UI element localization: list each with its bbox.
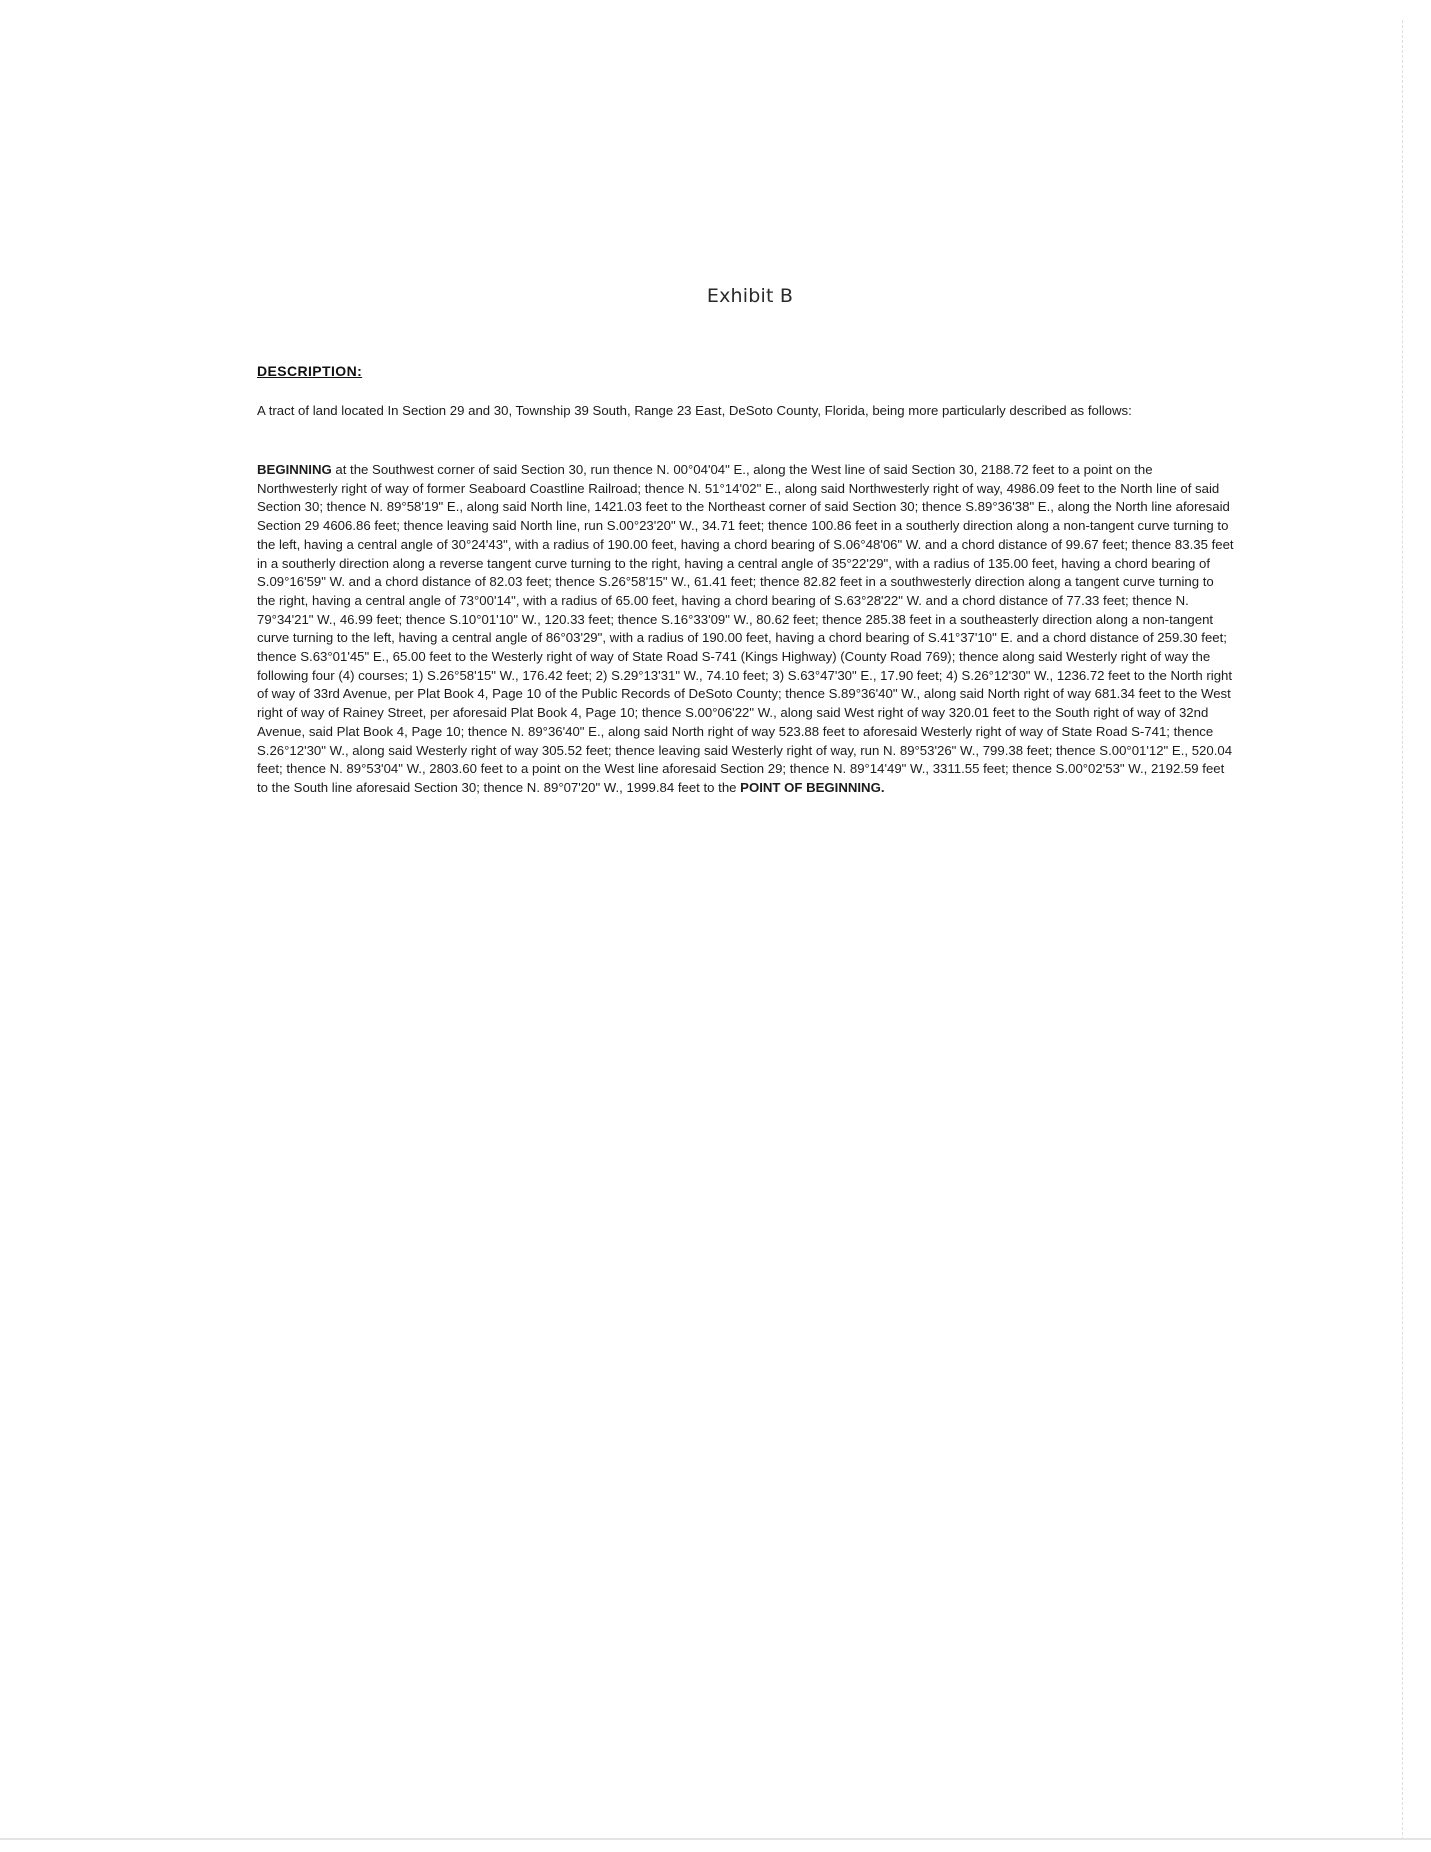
legal-end-text: POINT OF BEGINNING. [740,779,885,795]
scan-edge-right [1402,20,1404,1840]
scan-edge-bottom [0,1838,1431,1840]
legal-body-text: at the Southwest corner of said Section 30, run thence N. 00°04'04" E., along the West line of said Section 30, 2188.72 feet to a point on the Northwesterly right of way of former Seaboard Coastline Railroad; thence N. 51°14'02" E., along said Northwesterly right of way, 4986.09 feet to the North line of said Section 30; thence N. 89°58'19" E., along said North line, 1421.03 feet to the Northeast corner of said Section 30; thence S.89°36'38" E., along the North line aforesaid Section 29 4606.86 feet; thence leaving said North line, run S.00°23'20" W., 34.71 feet; thence 100.86 feet in a southerly direction along a non-tangent curve turning to the left, having a central angle of 30°24'43", with a radius of 190.00 feet, having a chord bearing of S.06°48'06" W. and a chord distance of 99.67 feet; thence 83.35 feet in a southerly direction along a reverse tangent curve turning to the right, having a central angle of 35°22'29", with a radius of 135.00 feet, having a chord bearing of S.09°16'59" W. and a chord distance of 82.03 feet; thence S.26°58'15" W., 61.41 feet; thence 82.82 feet in a southwesterly direction along a tangent curve turning to the right, having a central angle of 73°00'14", with a radius of 65.00 feet, having a chord bearing of S.63°28'22" W. and a chord distance of 77.33 feet; thence N. 79°34'21" W., 46.99 feet; thence S.10°01'10" W., 120.33 feet; thence S.16°33'09" W., 80.62 feet; thence 285.38 feet in a southeasterly direction along a non-tangent curve turning to the left, having a central angle of 86°03'29", with a radius of 190.00 feet, having a chord bearing of S.41°37'10" E. and a chord distance of 259.30 feet; thence S.63°01'45" E., 65.00 feet to the Westerly right of way of State Road S-741 (Kings Highway) (County Road 769); thence along said Westerly right of way the following four (4) courses; 1) S.26°58'15" W., 176.42 feet; 2) S.29°13'31" W., 74.10 feet; 3) S.63°47'30" E., 17.90 feet; 4) S.26°12'30" W., 1236.72 feet to the North right of way of 33rd Avenue, per Plat Book 4, Page 10 of the Public Records of DeSoto County; thence S.89°36'40" W., along said North right of way 681.34 feet to the West right of way of Rainey Street, per aforesaid Plat Book 4, Page 10; thence S.00°06'22" W., along said West right of way 320.01 feet to the South right of way of 32nd Avenue, said Plat Book 4, Page 10; thence N. 89°36'40" E., along said North right of way 523.88 feet to aforesaid Westerly right of way of State Road S-741; thence S.26°12'30" W., along said Westerly right of way 305.52 feet; thence leaving said Westerly right of way, run N. 89°53'26" W., 799.38 feet; thence S.00°01'12" E., 520.04 feet; thence N. 89°53'04" W., 2803.60 feet to a point on the West line aforesaid Section 29; thence N. 89°14'49" W., 3311.55 feet; thence S.00°02'53" W., 2192.59 feet to the South line aforesaid Section 30; thence N. 89°07'20" W., 1999.84 feet to the [257,462,1234,795]
description-heading: DESCRIPTION: [257,363,363,379]
intro-paragraph: A tract of land located In Section 29 and 30, Township 39 South, Range 23 East, DeSoto County, Florida, being more particularly described as follows: [257,403,1132,418]
exhibit-title: Exhibit B [706,285,794,307]
legal-description-paragraph [257,461,1235,798]
legal-start-text: BEGINNING [257,462,332,477]
